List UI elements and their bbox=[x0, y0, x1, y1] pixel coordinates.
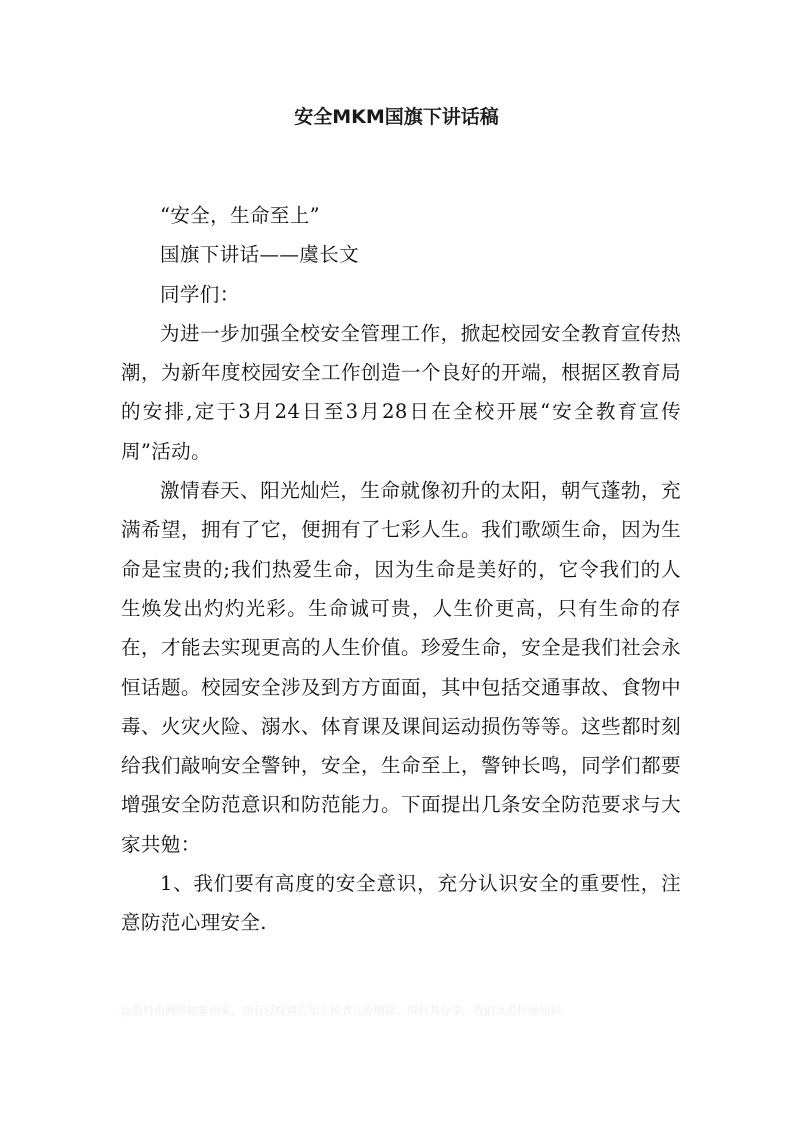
document-body bbox=[121, 196, 681, 943]
paragraph-intro: 为进一步加强全校安全管理工作，掀起校园安全教育宣传热潮，为新年度校园安全工作创造一个良好的开端，根据区教育局的安排,定于3月24日至3月28日在全校开展“安全教育宣传周”活动。 bbox=[121, 321, 681, 463]
greeting: 同学们： bbox=[160, 282, 240, 306]
paragraph-main: 激情春天、阳光灿烂，生命就像初升的太阳，朝气蓬勃，充满希望，拥有了它，便拥有了七彩人生。我们歌颂生命，因为生命是宝贵的;我们热爱生命，因为生命是美好的，它令我们的人生焕发出灼灼光彩。生命诚可贵，人生价更高，只有生命的存在，才能去实现更高的人生价值。珍爱生命，安全是我们社会永恒话题。校园安全涉及到方方面面，其中包括交通事故、食物中毒、火灾火险、溺水、体育课及课间运动损伤等等。这些都时刻给我们敲响安全警钟，安全，生命至上，警钟长鸣，同学们都要增强安全防范意识和防范能力。下面提出几条安全防范要求与大家共勉： bbox=[121, 479, 681, 856]
document-title: 安全MKM国旗下讲话稿 bbox=[294, 106, 499, 128]
speaker-line: 国旗下讲话——虞长文 bbox=[160, 243, 360, 267]
speech-heading: “安全，生命至上” bbox=[160, 204, 321, 227]
paragraph-point-1: 1、我们要有高度的安全意识，充分认识安全的重要性，注意防范心理安全. bbox=[121, 872, 681, 935]
faint-watermark-text: 此资料由网络收集而来，如有侵权请告知上传者立即删除。资料共分享，我们负责传递知识。 bbox=[121, 1004, 572, 1017]
